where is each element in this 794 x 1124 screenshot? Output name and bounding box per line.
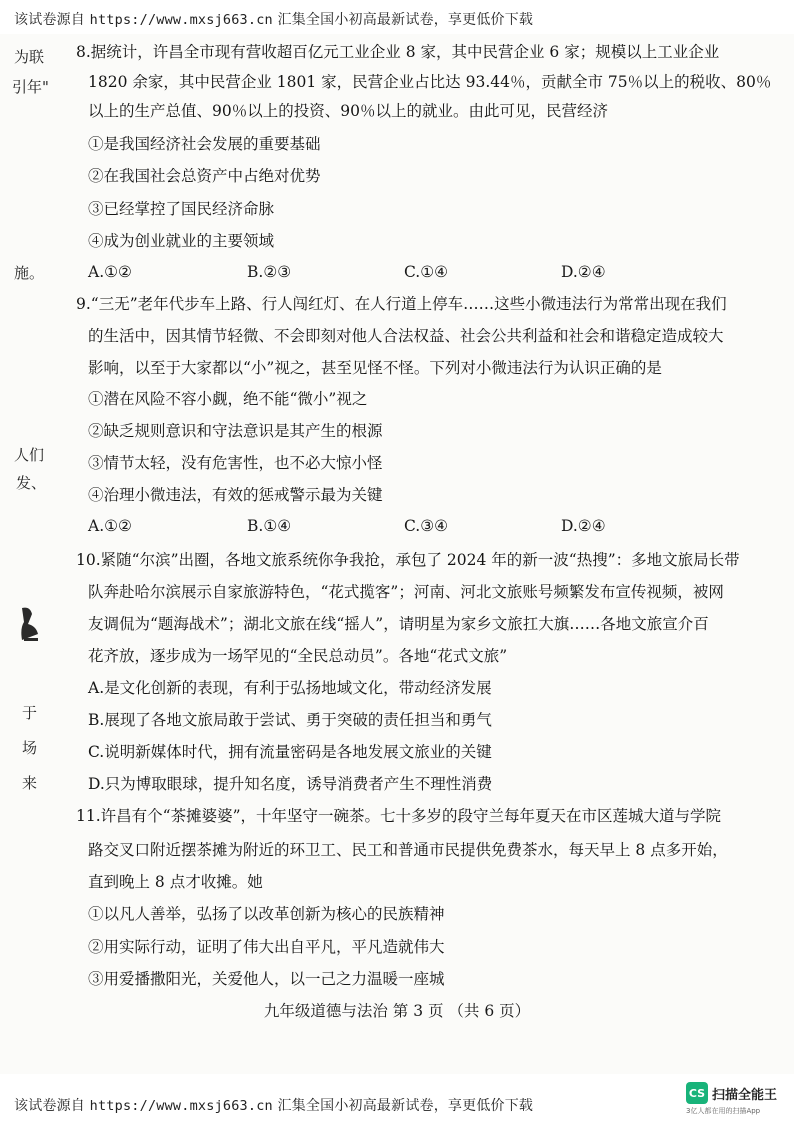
banner-url[interactable]: https://www.mxsj663.cn — [89, 1098, 273, 1114]
answer-option-c[interactable]: C.①④ — [404, 263, 449, 281]
question-stem-line: 1820 余家，其中民营企业 1801 家，民营企业占比达 93.44％，贡献全市 75％以上的税收、80％ — [88, 73, 772, 91]
margin-fragment: 施。 — [14, 264, 45, 282]
statement: ④成为创业就业的主要领域 — [88, 232, 275, 250]
source-banner-top — [14, 9, 533, 29]
statement: ①以凡人善举，弘扬了以改革创新为核心的民族精神 — [88, 905, 445, 923]
statement: ①是我国经济社会发展的重要基础 — [88, 135, 321, 153]
question-stem-line: 友调侃为“题海战术”；湖北文旅在线“摇人”，请明星为家乡文旅扛大旗……各地文旅宣介百 — [88, 615, 709, 633]
banner-prefix: 该试卷源自 — [14, 1098, 85, 1114]
statement: ③已经掌控了国民经济命脉 — [88, 200, 275, 218]
margin-fragment: 场 — [22, 739, 38, 757]
margin-scan-mark — [16, 604, 42, 644]
question-stem-line: 10.紧随“尔滨”出圈，各地文旅系统你争我抢，承包了 2024 年的新一波“热搜”：多地文旅局长带 — [76, 551, 740, 569]
question-stem-line: 影响，以至于大家都以“小”视之，甚至见怪不怪。下列对小微违法行为认识正确的是 — [88, 359, 662, 377]
statement: ③用爱播撒阳光，关爱他人，以一己之力温暖一座城 — [88, 970, 445, 988]
page-footer: 九年级道德与法治 第 3 页 （共 6 页） — [263, 1002, 531, 1020]
camscanner-icon: CS — [686, 1082, 708, 1104]
answer-option-a[interactable]: A.①② — [88, 263, 132, 281]
statement: ④治理小微违法，有效的惩戒警示最为关键 — [88, 486, 383, 504]
question-stem-line: 以上的生产总值、90％以上的投资、90％以上的就业。由此可见，民营经济 — [88, 102, 608, 120]
answer-option-a[interactable]: A.①② — [88, 517, 132, 535]
question-stem-line: 队奔赴哈尔滨展示自家旅游特色，“花式揽客”；河南、河北文旅账号频繁发布宣传视频，被网 — [88, 583, 724, 601]
margin-fragment: 来 — [22, 774, 38, 792]
statement: ②用实际行动，证明了伟大出自平凡，平凡造就伟大 — [88, 938, 445, 956]
answer-option-c[interactable]: C.说明新媒体时代，拥有流量密码是各地发展文旅业的关键 — [88, 743, 492, 761]
answer-option-d[interactable]: D.②④ — [561, 263, 606, 281]
question-stem-line: 的生活中，因其情节轻微、不会即刻对他人合法权益、社会公共利益和社会和谐稳定造成较大 — [88, 327, 724, 345]
answer-option-b[interactable]: B.②③ — [247, 263, 292, 281]
question-stem-line: 11.许昌有个“茶摊婆婆”，十年坚守一碗茶。七十多岁的段守兰每年夏天在市区莲城大道与学院 — [76, 807, 722, 825]
scanner-app-name: 扫描全能王 — [712, 1088, 778, 1103]
statement: ②缺乏规则意识和守法意识是其产生的根源 — [88, 422, 383, 440]
scanner-tagline: 3亿人都在用的扫描App — [686, 1107, 761, 1115]
banner-suffix: 汇集全国小初高最新试卷，享更低价下载 — [277, 1098, 534, 1114]
answer-option-c[interactable]: C.③④ — [404, 517, 449, 535]
answer-option-d[interactable]: D.②④ — [561, 517, 606, 535]
answer-option-b[interactable]: B.展现了各地文旅局敢于尝试、勇于突破的责任担当和勇气 — [88, 711, 492, 729]
answer-option-d[interactable]: D.只为博取眼球，提升知名度，诱导消费者产生不理性消费 — [88, 775, 493, 793]
margin-fragment: 为联 — [14, 48, 45, 66]
banner-suffix: 汇集全国小初高最新试卷，享更低价下载 — [277, 12, 534, 28]
question-stem-line: 8.据统计，许昌全市现有营收超百亿元工业企业 8 家，其中民营企业 6 家；规模以上工业企业 — [76, 43, 720, 61]
margin-fragment: 于 — [22, 704, 38, 722]
answer-option-a[interactable]: A.是文化创新的表现，有利于弘扬地域文化，带动经济发展 — [88, 679, 492, 697]
banner-url[interactable]: https://www.mxsj663.cn — [89, 12, 273, 28]
margin-fragment: 发、 — [16, 474, 47, 492]
source-banner-bottom — [14, 1095, 533, 1115]
scanner-logo — [686, 1082, 790, 1116]
margin-fragment: 人们 — [14, 446, 45, 464]
answer-option-b[interactable]: B.①④ — [247, 517, 292, 535]
statement: ①潜在风险不容小觑，绝不能“微小”视之 — [88, 390, 368, 408]
question-stem-line: 路交叉口附近摆茶摊为附近的环卫工、民工和普通市民提供免费茶水，每天早上 8 点多开始， — [88, 841, 728, 859]
question-stem-line: 9.“三无”老年代步车上路、行人闯红灯、在人行道上停车……这些小微违法行为常常出现在我们 — [76, 295, 727, 313]
statement: ③情节太轻，没有危害性，也不必大惊小怪 — [88, 454, 383, 472]
margin-fragment: 引年" — [12, 78, 49, 96]
question-stem-line: 直到晚上 8 点才收摊。她 — [88, 873, 263, 891]
question-stem-line: 花齐放，逐步成为一场罕见的“全民总动员”。各地“花式文旅” — [88, 647, 508, 665]
statement: ②在我国社会总资产中占绝对优势 — [88, 167, 321, 185]
banner-prefix: 该试卷源自 — [14, 12, 85, 28]
